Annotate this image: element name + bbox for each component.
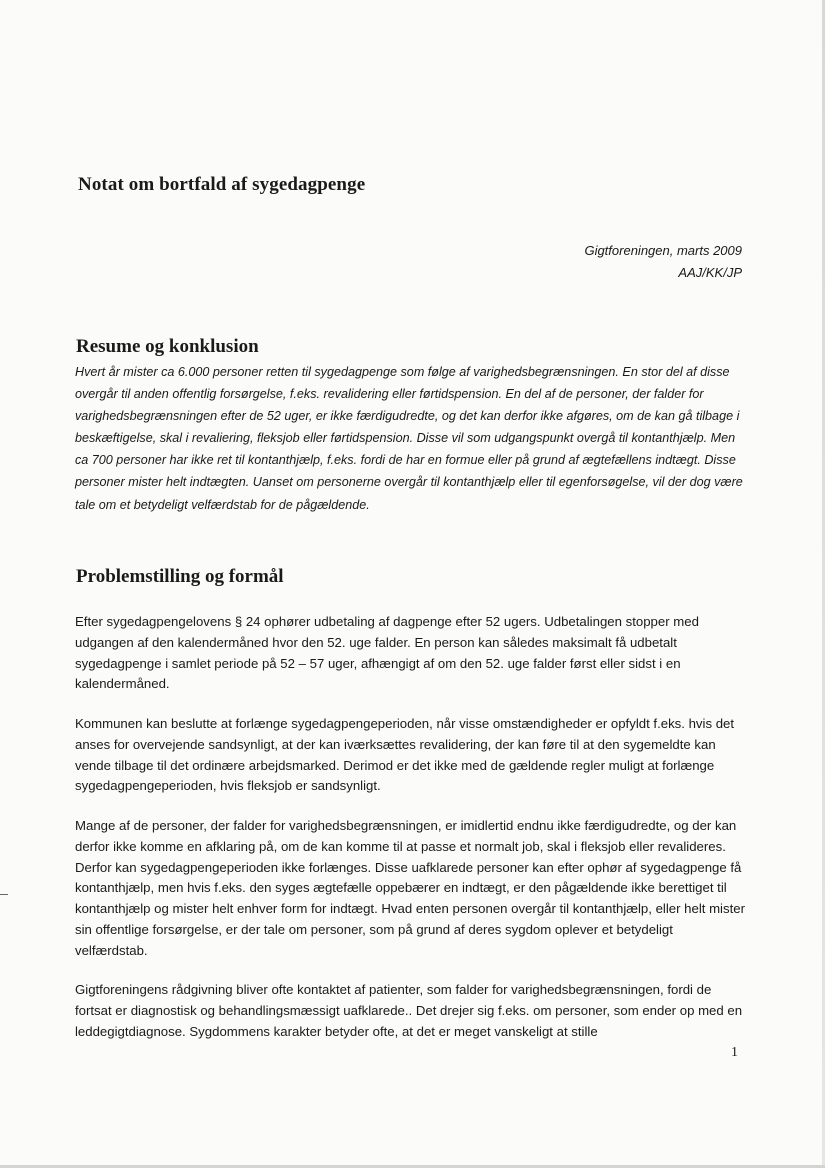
problem-paragraph-2: Kommunen kan beslutte at forlænge sygedagpengeperioden, når visse omstændigheder er opfyldt f.eks. hvis det anses for overvejende sandsynligt, at der kan iværksættes revalidering, der kan føre til at den sygemeldte kan vende tilbage til det ordinære arbejdsmarked. Derimod er det ikke med de gældende regler muligt at forlænge sygedagpengeperioden, hvis fleksjob er sandsynligt. (75, 716, 735, 794)
document-meta (584, 240, 742, 284)
scan-mark (0, 894, 8, 895)
page-number: 1 (731, 1045, 738, 1060)
meta-initials: AAJ/KK/JP (678, 265, 742, 280)
resume-paragraph: Hvert år mister ca 6.000 personer retten til sygedagpenge som følge af varighedsbegrænsningen. En stor del af disse overgår til anden offentlig forsørgelse, f.eks. revalidering eller førtidspension. En del af de personer, der falder for varighedsbegrænsningen efter de 52 uger, er ikke færdigudredte, og det kan derfor ikke afgøres, om de kan gå tilbage i beskæftigelse, skal i revaliering, fleksjob eller førtidspension. Disse vil som udgangspunkt overgå til kontanthjælp. Men ca 700 personer har ikke ret til kontanthjælp, f.eks. fordi de har en formue eller på grund af ægtefællens indtægt. Disse personer mister helt indtægten. Uanset om personerne overgår til kontanthjælp eller til egenforsøgelse, vil der dog være tale om et betydeligt velfærdstab for de pågældende. (75, 365, 743, 512)
section-heading-problem: Problemstilling og formål (76, 566, 284, 587)
problem-paragraph-1: Efter sygedagpengelovens § 24 ophører udbetaling af dagpenge efter 52 ugers. Udbetalingen stopper med udgangen af den kalendermåned hvor den 52. uge falder. En person kan således maksimalt få udbetalt sygedagpenge i samlet periode på 52 – 57 uger, afhængigt af om den 52. uge falder først eller sidst i en kalendermåned. (75, 614, 699, 692)
problem-paragraph-4: Gigtforeningens rådgivning bliver ofte kontaktet af patienter, som falder for varighedsbegrænsningen, fordi de fortsat er diagnostisk og behandlingsmæssigt uafklarede.. Det drejer sig f.eks. om personer, som ender op med en leddegigtdiagnose. Sygdommens karakter betyder ofte, at det er meget vanskeligt at stille (75, 982, 743, 1039)
problem-paragraph-3: Mange af de personer, der falder for varighedsbegrænsningen, er imidlertid endnu ikke færdigudredte, og der kan derfor ikke komme en afklaring på, om de kan komme til at passe et normalt job, skal i fleksjob eller revalideres. Derfor kan sygedagpengeperioden ikke forlænges. Disse uafklarede personer kan efter ophør af sygedagpenge få kontanthjælp, men hvis f.eks. den syges ægtefælle oppebærer en indtægt, er den pågældende ikke berettiget til kontanthjælp og mister helt enhver form for indtægt. Hvad enten personen overgår til kontanthjælp, eller helt mister sin offentlige forsørgelse, er der tale om personer, som på grund af deres sygdom oplever et betydeligt velfærdstab. (75, 818, 745, 958)
meta-organization-date: Gigtforeningen, marts 2009 (584, 243, 742, 258)
section-heading-resume: Resume og konklusion (76, 336, 259, 357)
document-title: Notat om bortfald af sygedagpenge (78, 174, 366, 195)
